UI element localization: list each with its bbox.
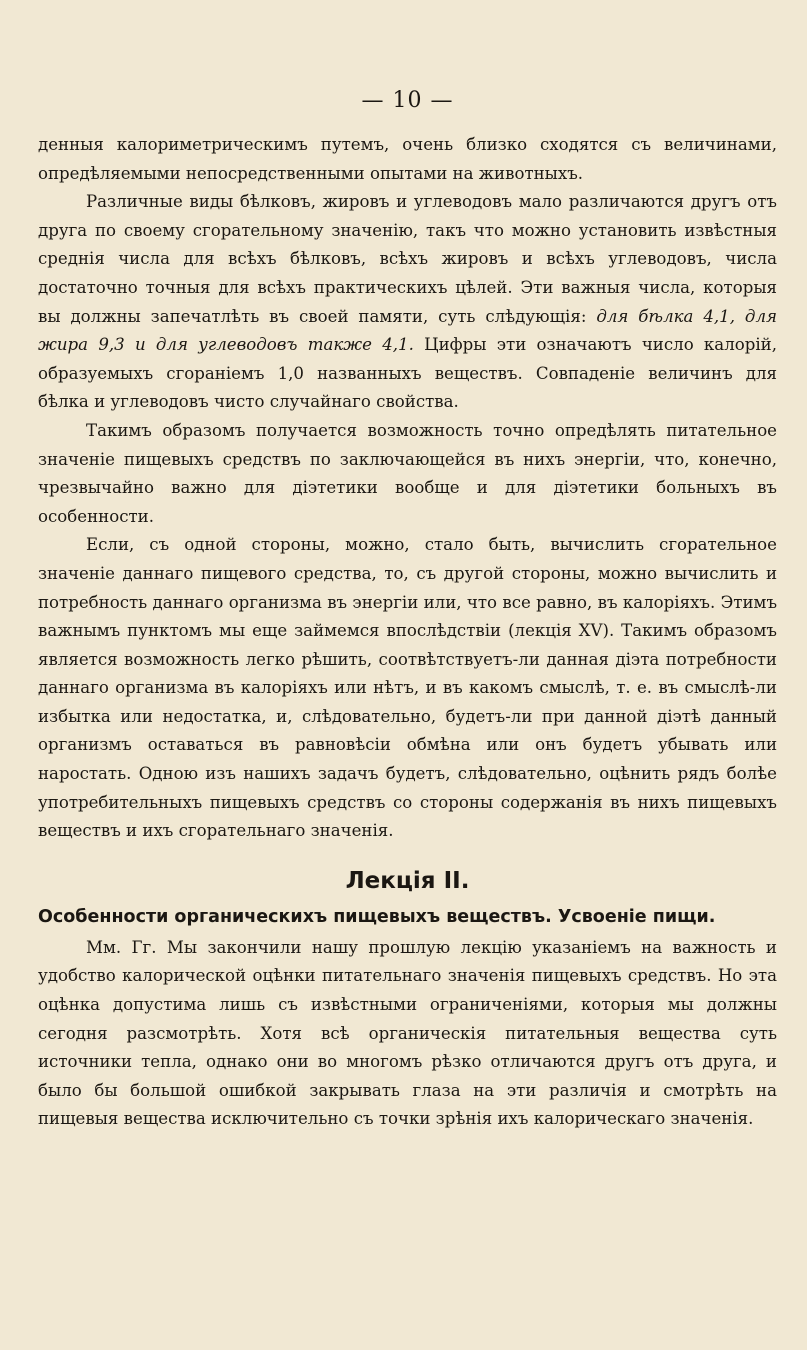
paragraph-requirements: Если, съ одной стороны, можно, стало быть, вычислить сгорательное значеніе даннаго пищевого средства, то, съ другой стороны, можно вычислить и потребность даннаго организма въ энергіи или, что все равно, въ калоріяхъ. Этимъ важнымъ пунктомъ мы еще займемся впослѣдствіи (лекція XV). Такимъ образомъ является возможность легко рѣшить, соотвѣтствуетъ-ли данная діэта потребности даннаго организма въ калоріяхъ или нѣтъ, и въ какомъ смыслѣ, т. е. въ смыслѣ-ли избытка или недостатка, и, слѣдовательно, будетъ-ли при данной діэтѣ данный организмъ оставаться въ равновѣсіи обмѣна или онъ будетъ убывать или наростать. Одною изъ нашихъ задачъ будетъ, слѣдовательно, оцѣнить рядъ болѣе употребительныхъ пищевыхъ средствъ со стороны содержанія въ нихъ пищевыхъ веществъ и ихъ сгорательнаго значенія.: [38, 535, 777, 841]
paragraph-caloric-values: [38, 188, 777, 417]
caloric-numbers-italic: для бѣлка 4,1, для жира 9,3 и для углеводовъ также 4,1.: [38, 306, 777, 355]
lecture-title: Лекція II.: [345, 867, 470, 894]
page-number: — 10 —: [361, 88, 454, 113]
paragraph-text: Различные виды бѣлковъ, жировъ и углеводовъ мало различаются другъ отъ друга по своему сгорательному значенію, такъ что можно установить извѣстныя среднія числа для всѣхъ бѣлковъ, всѣхъ жировъ и всѣхъ углеводовъ, числа достаточно точныя для всѣхъ практическихъ цѣлей. Эти важныя числа, которыя вы должны запечатлѣть въ своей памяти, суть слѣдующія:: [38, 192, 777, 326]
paragraph-energy: Такимъ образомъ получается возможность точно опредѣлять питательное значеніе пищевыхъ средствъ по заключающейся въ нихъ энергіи, что, конечно, чрезвычайно важно для діэтетики вообще и для діэтетики больныхъ въ особенности.: [38, 420, 777, 526]
paragraph-text: Цифры эти означаютъ число калорій, образуемыхъ сгораніемъ 1,0 названныхъ веществъ. Совпаденіе величинъ для бѣлка и углеводовъ чисто случайнаго свойства.: [38, 335, 777, 412]
paragraph-continuation: денныя калориметрическимъ путемъ, очень близко сходятся съ величинами, опредѣляемыми непосредственными опытами на животныхъ.: [38, 135, 777, 183]
lecture-subtitle: Особенности органическихъ пищевыхъ веществъ. Усвоеніе пищи.: [38, 906, 716, 927]
paragraph-lecture-intro: Мм. Гг. Мы закончили нашу прошлую лекцію указаніемъ на важность и удобство калорической оцѣнки питательнаго значенія пищевыхъ средствъ. Но эта оцѣнка допустима лишь съ извѣстными ограниченіями, которыя мы должны сегодня разсмотрѣть. Хотя всѣ органическія питательныя вещества суть источники тепла, однако они во многомъ рѣзко отличаются другъ отъ друга, и было бы большой ошибкой закрывать глаза на эти различія и смотрѣть на пищевыя вещества исключительно съ точки зрѣнія ихъ калорическаго значенія.: [38, 937, 777, 1129]
